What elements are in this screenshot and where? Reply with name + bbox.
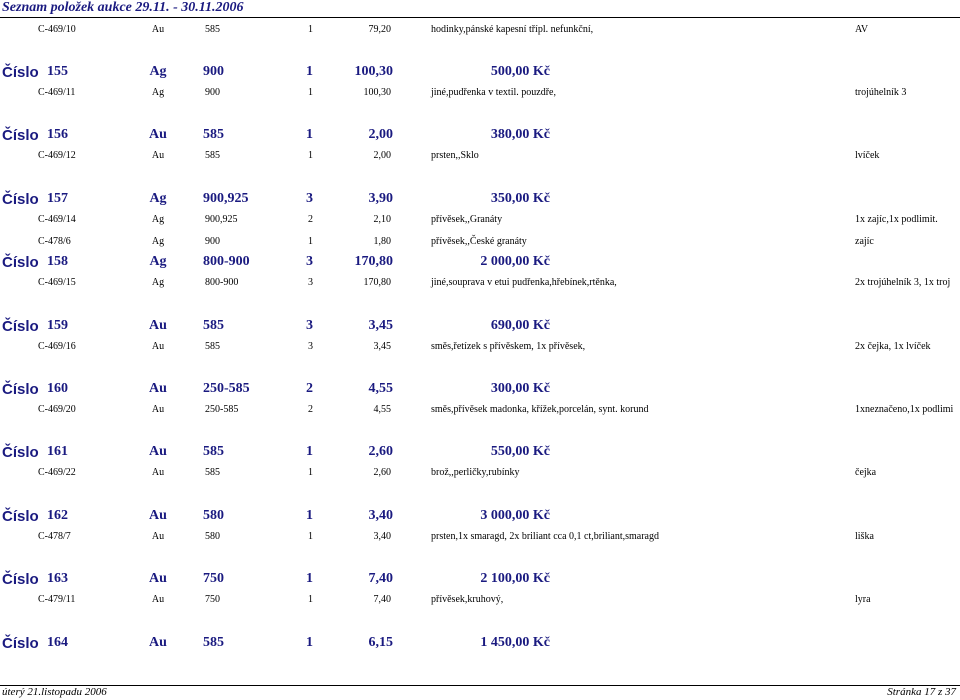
cislo-label: Číslo (2, 571, 39, 588)
lot-quantity: 3 (306, 318, 313, 333)
lot-metal: Au (149, 127, 167, 142)
detail-quantity: 3 (308, 341, 313, 352)
lot-number: 162 (47, 508, 68, 523)
detail-code: C-469/14 (38, 214, 76, 225)
detail-note: lyra (855, 594, 871, 605)
detail-fineness: 585 (205, 24, 220, 35)
detail-quantity: 1 (308, 236, 313, 247)
lot-quantity: 1 (306, 444, 313, 459)
lot-quantity: 3 (306, 254, 313, 269)
detail-code: C-469/15 (38, 277, 76, 288)
detail-weight: 3,45 (373, 341, 391, 352)
lot-metal: Au (149, 444, 167, 459)
detail-code: C-478/7 (38, 531, 71, 542)
lot-price: 550,00 Kč (490, 444, 550, 459)
detail-quantity: 1 (308, 531, 313, 542)
lot-price: 380,00 Kč (490, 127, 550, 142)
cislo-label: Číslo (2, 444, 39, 461)
cislo-label: Číslo (2, 127, 39, 144)
detail-weight: 170,80 (363, 277, 391, 288)
detail-metal: Ag (151, 214, 165, 225)
detail-code: C-469/12 (38, 150, 76, 161)
lot-metal: Au (149, 635, 167, 650)
detail-fineness: 800-900 (205, 277, 239, 288)
detail-code: C-469/20 (38, 404, 76, 415)
detail-fineness: 250-585 (205, 404, 239, 415)
lot-weight: 3,45 (368, 318, 393, 333)
detail-weight: 3,40 (373, 531, 391, 542)
detail-description: směs,přívěsek madonka, křížek,porcelán, synt. korund (431, 404, 649, 415)
detail-quantity: 1 (308, 594, 313, 605)
detail-note: 2x čejka, 1x lvíček (855, 341, 931, 352)
lot-fineness: 900 (203, 64, 224, 79)
lot-weight: 2,00 (368, 127, 393, 142)
detail-description: přívěsek,,České granáty (431, 236, 527, 247)
detail-weight: 100,30 (363, 87, 391, 98)
footer-divider (0, 685, 960, 686)
page-title: Seznam položek aukce 29.11. - 30.11.2006 (2, 0, 244, 15)
detail-description: jiné,pudřenka v textil. pouzdře, (431, 87, 556, 98)
detail-metal: Au (151, 531, 165, 542)
detail-quantity: 2 (308, 214, 313, 225)
detail-description: přívěsek,kruhový, (431, 594, 504, 605)
detail-weight: 2,60 (373, 467, 391, 478)
lot-fineness: 585 (203, 635, 224, 650)
lot-quantity: 2 (306, 381, 313, 396)
lot-number: 155 (47, 64, 68, 79)
detail-weight: 2,00 (373, 150, 391, 161)
detail-fineness: 900,925 (205, 214, 238, 225)
detail-weight: 1,80 (373, 236, 391, 247)
cislo-label: Číslo (2, 191, 39, 208)
lot-quantity: 1 (306, 635, 313, 650)
detail-metal: Au (151, 24, 165, 35)
detail-description: jiné,souprava v etui pudřenka,hřebínek,rtěnka, (431, 277, 617, 288)
detail-fineness: 585 (205, 467, 220, 478)
detail-fineness: 750 (205, 594, 220, 605)
detail-description: přívěsek,,Granáty (431, 214, 503, 225)
lot-fineness: 585 (203, 444, 224, 459)
detail-code: C-478/6 (38, 236, 71, 247)
detail-quantity: 3 (308, 277, 313, 288)
cislo-label: Číslo (2, 64, 39, 81)
lot-fineness: 250-585 (203, 381, 250, 396)
cislo-label: Číslo (2, 508, 39, 525)
lot-weight: 4,55 (368, 381, 393, 396)
lot-number: 156 (47, 127, 68, 142)
detail-description: prsten,1x smaragd, 2x briliant cca 0,1 ct,briliant,smaragd (431, 531, 659, 542)
lot-price: 350,00 Kč (490, 191, 550, 206)
detail-code: C-469/16 (38, 341, 76, 352)
lot-price: 690,00 Kč (490, 318, 550, 333)
lot-metal: Au (149, 381, 167, 396)
lot-number: 160 (47, 381, 68, 396)
detail-quantity: 1 (308, 87, 313, 98)
detail-description: prsten,,Sklo (431, 150, 479, 161)
detail-metal: Au (151, 341, 165, 352)
detail-note: zajíc (855, 236, 874, 247)
lot-price: 3 000,00 Kč (480, 508, 550, 523)
detail-metal: Ag (151, 87, 165, 98)
detail-fineness: 585 (205, 341, 220, 352)
cislo-label: Číslo (2, 381, 39, 398)
lot-price: 2 000,00 Kč (480, 254, 550, 269)
detail-quantity: 1 (308, 467, 313, 478)
title-divider (0, 17, 960, 18)
lot-metal: Ag (149, 254, 167, 269)
lot-fineness: 585 (203, 318, 224, 333)
detail-fineness: 580 (205, 531, 220, 542)
lot-price: 2 100,00 Kč (480, 571, 550, 586)
detail-description: směs,řetízek s přívěskem, 1x přívěsek, (431, 341, 586, 352)
lot-metal: Au (149, 508, 167, 523)
lot-metal: Ag (149, 191, 167, 206)
lot-fineness: 580 (203, 508, 224, 523)
footer-date: úterý 21.listopadu 2006 (2, 686, 107, 698)
lot-price: 300,00 Kč (490, 381, 550, 396)
detail-weight: 7,40 (373, 594, 391, 605)
detail-metal: Au (151, 150, 165, 161)
cislo-label: Číslo (2, 254, 39, 271)
detail-code: C-469/11 (38, 87, 76, 98)
lot-fineness: 585 (203, 127, 224, 142)
detail-description: hodinky,pánské kapesní třípl. nefunkční, (431, 24, 594, 35)
lot-number: 159 (47, 318, 68, 333)
lot-quantity: 1 (306, 508, 313, 523)
detail-note: čejka (855, 467, 877, 478)
detail-weight: 2,10 (373, 214, 391, 225)
lot-fineness: 800-900 (203, 254, 250, 269)
detail-metal: Ag (151, 236, 165, 247)
detail-note: trojúhelník 3 (855, 87, 907, 98)
lot-metal: Au (149, 571, 167, 586)
lot-price: 1 450,00 Kč (480, 635, 550, 650)
detail-note: 2x trojúhelník 3, 1x troj (855, 277, 951, 288)
detail-note: liška (855, 531, 874, 542)
detail-code: C-479/11 (38, 594, 76, 605)
lot-number: 158 (47, 254, 68, 269)
detail-description: brož,,perličky,rubínky (431, 467, 520, 478)
detail-metal: Au (151, 404, 165, 415)
lot-metal: Ag (149, 64, 167, 79)
lot-fineness: 900,925 (203, 191, 249, 206)
lot-quantity: 3 (306, 191, 313, 206)
footer-page-number: Stránka 17 z 37 (887, 686, 956, 698)
lot-weight: 3,40 (368, 508, 393, 523)
detail-fineness: 900 (205, 87, 220, 98)
lot-weight: 170,80 (354, 254, 393, 269)
lot-quantity: 1 (306, 127, 313, 142)
detail-fineness: 900 (205, 236, 220, 247)
lot-quantity: 1 (306, 571, 313, 586)
detail-weight: 79,20 (368, 24, 391, 35)
lot-quantity: 1 (306, 64, 313, 79)
detail-note: 1xneznačeno,1x podlimi (855, 404, 954, 415)
lot-weight: 100,30 (354, 64, 393, 79)
detail-note: 1x zajíc,1x podlimit. (855, 214, 938, 225)
detail-quantity: 1 (308, 24, 313, 35)
cislo-label: Číslo (2, 635, 39, 652)
lot-number: 157 (47, 191, 68, 206)
detail-quantity: 1 (308, 150, 313, 161)
lot-number: 163 (47, 571, 68, 586)
lot-weight: 3,90 (368, 191, 393, 206)
detail-code: C-469/22 (38, 467, 76, 478)
detail-fineness: 585 (205, 150, 220, 161)
detail-weight: 4,55 (373, 404, 391, 415)
cislo-label: Číslo (2, 318, 39, 335)
detail-note: AV (855, 24, 869, 35)
detail-note: lvíček (855, 150, 880, 161)
lot-number: 161 (47, 444, 68, 459)
detail-quantity: 2 (308, 404, 313, 415)
lot-weight: 7,40 (368, 571, 393, 586)
detail-metal: Ag (151, 277, 165, 288)
detail-code: C-469/10 (38, 24, 76, 35)
lot-fineness: 750 (203, 571, 224, 586)
lot-weight: 2,60 (368, 444, 393, 459)
lot-number: 164 (47, 635, 68, 650)
detail-metal: Au (151, 594, 165, 605)
lot-metal: Au (149, 318, 167, 333)
lot-weight: 6,15 (368, 635, 393, 650)
lot-price: 500,00 Kč (490, 64, 550, 79)
detail-metal: Au (151, 467, 165, 478)
